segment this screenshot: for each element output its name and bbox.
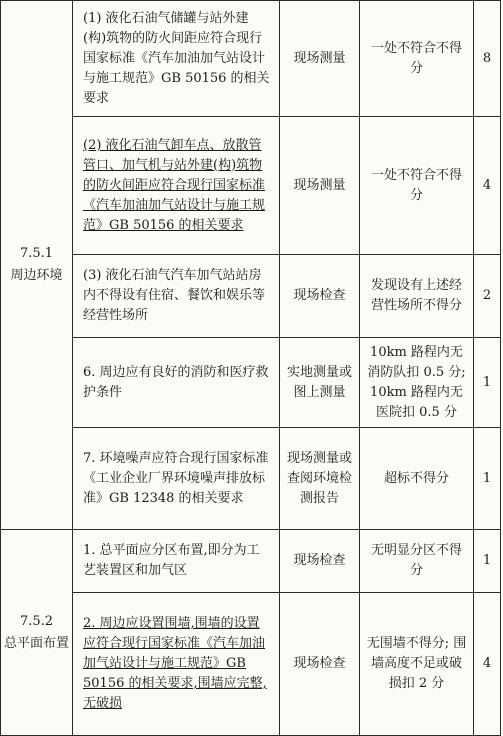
requirement-cell: 7. 环境噪声应符合现行国家标准《工业企业厂界环境噪声排放标准》GB 12348 的相关要求 (73, 428, 280, 530)
requirement-cell: 2. 周边应设置围墙,围墙的设置应符合现行国家标准《汽车加油加气站设计与施工规范》GB 50156 的相关要求,围墙应完整,无破损 (73, 593, 280, 736)
criterion-cell: 10km 路程内无消防队扣 0.5 分; 10km 路程内无医院扣 0.5 分 (360, 338, 474, 428)
section-cell (1, 530, 73, 736)
section-name: 周边环境 (10, 268, 63, 283)
criterion-cell: 发现设有上述经营性场所不得分 (360, 255, 474, 338)
method-cell: 现场测量 (280, 1, 360, 117)
requirement-cell: (1) 液化石油气储罐与站外建(构)筑物的防火间距应符合现行国家标准《汽车加油加气站设计与施工规范》GB 50156 的相关要求 (73, 1, 280, 117)
requirement-cell: (3) 液化石油气汽车加气站站房内不得设有住宿、餐饮和娱乐等经营性场所 (73, 255, 280, 338)
method-cell: 现场检查 (280, 255, 360, 338)
table-row (1, 1, 501, 117)
table-row (1, 530, 501, 593)
section-code: 7.5.1 (19, 246, 54, 261)
score-cell: 1 (474, 428, 501, 530)
score-cell: 4 (474, 593, 501, 736)
criterion-cell: 一处不符合不得分 (360, 1, 474, 117)
table-row (1, 117, 501, 255)
score-cell: 8 (474, 1, 501, 117)
score-cell: 2 (474, 255, 501, 338)
method-cell: 现场检查 (280, 530, 360, 593)
section-cell (1, 1, 73, 530)
requirement-cell: 6. 周边应有良好的消防和医疗救护条件 (73, 338, 280, 428)
criterion-cell: 超标不得分 (360, 428, 474, 530)
criterion-cell: 无围墙不得分; 围墙高度不足或破损扣 2 分 (360, 593, 474, 736)
method-cell: 现场测量或查阅环境检测报告 (280, 428, 360, 530)
requirement-cell: 1. 总平面应分区布置,即分为工艺装置区和加气区 (73, 530, 280, 593)
table-row (1, 255, 501, 338)
score-cell: 1 (474, 530, 501, 593)
score-cell: 1 (474, 338, 501, 428)
method-cell: 现场检查 (280, 593, 360, 736)
section-name: 总平面布置 (3, 635, 69, 651)
method-cell: 现场测量 (280, 117, 360, 255)
table-row (1, 338, 501, 428)
criterion-cell: 一处不符合不得分 (360, 117, 474, 255)
score-cell: 4 (474, 117, 501, 255)
criterion-cell: 无明显分区不得分 (360, 530, 474, 593)
method-cell: 实地测量或图上测量 (280, 338, 360, 428)
table-row (1, 428, 501, 530)
table-row (1, 593, 501, 736)
requirement-cell: (2) 液化石油气卸车点、放散管管口、加气机与站外建(构)筑物的防火间距应符合现行国家标准《汽车加油加气站设计与施工规范》GB 50156 的相关要求 (73, 117, 280, 255)
section-code: 7.5.2 (19, 613, 54, 629)
